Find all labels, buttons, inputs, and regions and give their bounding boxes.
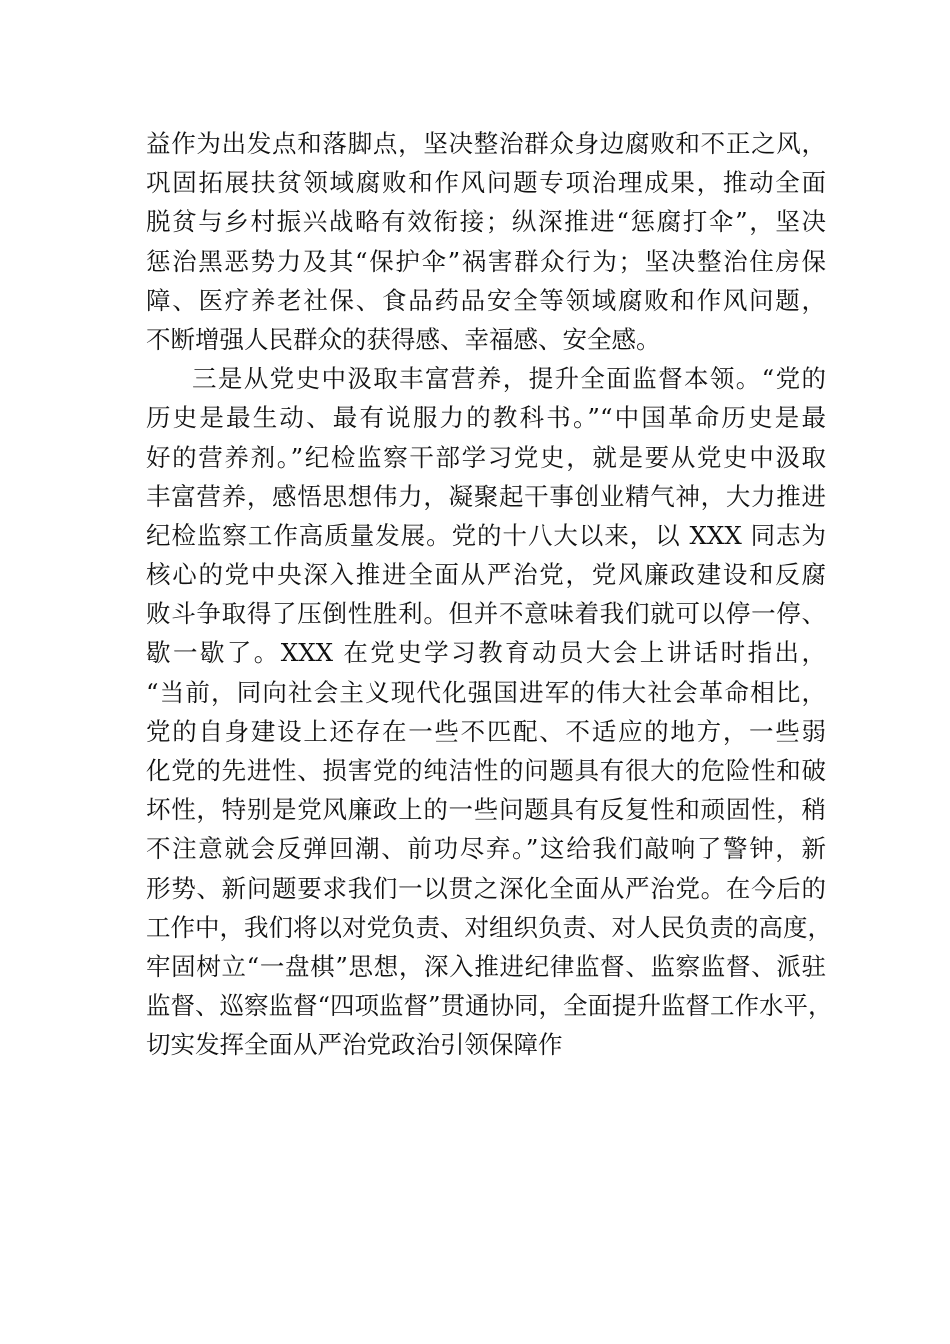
text-line: 坏性，特别是党风廉政上的一些问题具有反复性和顽固性，稍 [146, 795, 826, 825]
text-line: 歇一歇了。XXX 在党史学习教育动员大会上讲话时指出， [146, 638, 826, 668]
text-line: 监督、巡察监督“四项监督”贯通协同，全面提升监督工作水平， [146, 991, 833, 1021]
text-line: “当前，同向社会主义现代化强国进军的伟大社会革命相比， [146, 677, 826, 707]
text-line: 不注意就会反弹回潮、前功尽弃。”这给我们敲响了警钟，新 [146, 834, 826, 864]
text-line: 不断增强人民群众的获得感、幸福感、安全感。 [146, 324, 661, 354]
text-line: 牢固树立“一盘棋”思想，深入推进纪律监督、监察监督、派驻 [146, 951, 826, 981]
text-line: 惩治黑恶势力及其“保护伞”祸害群众行为；坚决整治住房保 [146, 246, 826, 276]
text-line: 核心的党中央深入推进全面从严治党，党风廉政建设和反腐 [146, 560, 826, 590]
text-line: 形势、新问题要求我们一以贯之深化全面从严治党。在今后的 [146, 873, 826, 903]
text-line: 好的营养剂。”纪检监察干部学习党史，就是要从党史中汲取 [146, 442, 826, 472]
text-line: 败斗争取得了压倒性胜利。但并不意味着我们就可以停一停、 [146, 599, 826, 629]
text-line: 化党的先进性、损害党的纯洁性的问题具有很大的危险性和破 [146, 756, 826, 785]
text-line: 益作为出发点和落脚点，坚决整治群众身边腐败和不正之风， [146, 129, 826, 158]
text-line: 切实发挥全面从严治党政治引领保障作 [146, 1030, 563, 1060]
paragraph-start-line: 三是从党史中汲取丰富营养，提升全面监督本领。“党的 [192, 364, 826, 394]
text-line: 障、医疗养老社保、食品药品安全等领域腐败和作风问题， [146, 285, 826, 315]
text-line: 党的自身建设上还存在一些不匹配、不适应的地方，一些弱 [146, 716, 826, 746]
text-line: 工作中，我们将以对党负责、对组织负责、对人民负责的高度， [146, 912, 832, 942]
text-line: 巩固拓展扶贫领域腐败和作风问题专项治理成果，推动全面 [146, 168, 826, 198]
body-text [146, 124, 833, 1065]
text-line: 丰富营养，感悟思想伟力，凝聚起干事创业精气神，大力推进 [146, 481, 826, 511]
text-line: 历史是最生动、最有说服力的教科书。”“中国革命历史是最 [146, 403, 826, 433]
text-line: 脱贫与乡村振兴战略有效衔接；纵深推进“惩腐打伞”，坚决 [146, 207, 826, 237]
text-line: 纪检监察工作高质量发展。党的十八大以来，以 XXX 同志为 [146, 520, 826, 550]
